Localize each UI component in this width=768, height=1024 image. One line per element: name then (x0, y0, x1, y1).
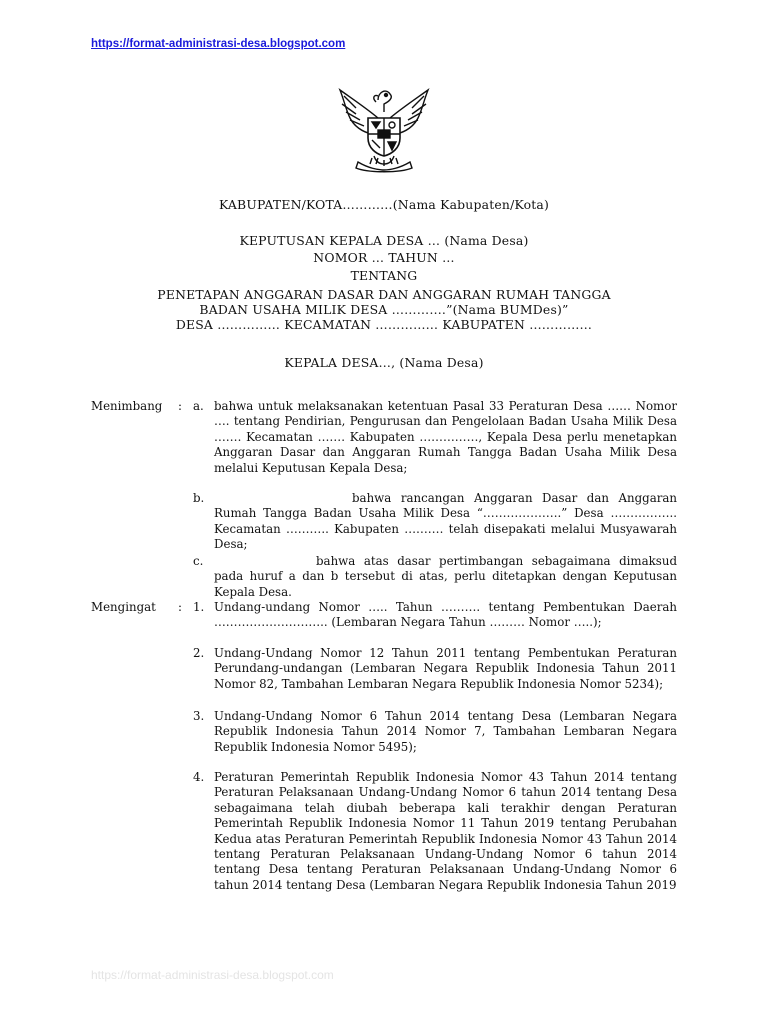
mengingat-marker-4: 4. (193, 770, 205, 784)
penetapan-line-3: DESA …………… KECAMATAN …………… KABUPATEN …………… (175, 317, 593, 332)
kepala-desa-heading: KEPALA DESA…, (Nama Desa) (284, 355, 484, 370)
menimbang-item-b: bahwa rancangan Anggaran Dasar dan Anggaran Rumah Tangga Badan Usaha Milik Desa “………………..” Desa …………….. Kecamatan ……….. Kabupaten ………. telah disepakati melalui Musyawarah Desa; (214, 491, 677, 552)
source-link-bottom: https://format-administrasi-desa.blogspot.com (91, 968, 334, 982)
keputusan-heading: KEPUTUSAN KEPALA DESA … (Nama Desa) (239, 233, 529, 248)
mengingat-colon: : (178, 600, 182, 614)
nomor-heading: NOMOR … TAHUN … (313, 250, 455, 265)
mengingat-item-4: Peraturan Pemerintah Republik Indonesia Nomor 43 Tahun 2014 tentang Peraturan Pelaksanaan Undang-Undang Nomor 6 tahun 2014 tentang Desa sebagaimana telah diubah beberapa kali terakhir dengan Peraturan Pemerintah Republik Indonesia Nomor 11 Tahun 2019 tentang Perubahan Kedua atas Peraturan Pemerintah Republik Indonesia Nomor 43 Tahun 2014 tentang Peraturan Pelaksanaan Undang-Undang Nomor 6 tahun 2014 tentang Desa tentang Peraturan Pelaksanaan Undang-Undang Nomor 6 tahun 2014 tentang Desa (Lembaran Negara Republik Indonesia Tahun 2019 (214, 770, 677, 892)
menimbang-item-a: bahwa untuk melaksanakan ketentuan Pasal 33 Peraturan Desa …… Nomor …. tentang Pendirian, Pengurusan dan Pengelolaan Badan Usaha Milik Desa ……. Kecamatan ……. Kabupaten ……………, Kepala Desa perlu menetapkan Anggaran Dasar dan Anggaran Rumah Tangga Badan Usaha Milik Desa melalui Keputusan Kepala Desa; (214, 399, 677, 475)
tentang-heading: TENTANG (350, 268, 418, 283)
mengingat-marker-2: 2. (193, 646, 205, 660)
mengingat-label: Mengingat (91, 600, 156, 614)
menimbang-marker-b: b. (193, 491, 205, 505)
menimbang-item-b-wrap (214, 491, 677, 553)
mengingat-item-2: Undang-Undang Nomor 12 Tahun 2011 tentang Pembentukan Peraturan Perundang-undangan (Lembaran Negara Republik Indonesia Tahun 2011 Nomor 82, Tambahan Lembaran Negara Republik Indonesia Nomor 5234); (214, 646, 677, 691)
menimbang-item-c: bahwa atas dasar pertimbangan sebagaimana dimaksud pada huruf a dan b tersebut di atas, perlu ditetapkan dengan Keputusan Kepala Desa. (214, 554, 677, 599)
penetapan-line-1: PENETAPAN ANGGARAN DASAR DAN ANGGARAN RUMAH TANGGA (157, 287, 611, 302)
mengingat-item-1: Undang-undang Nomor ….. Tahun ………. tentang Pembentukan Daerah ……………………….. (Lembaran Negara Tahun ……… Nomor …..); (214, 600, 677, 630)
mengingat-item-3: Undang-Undang Nomor 6 Tahun 2014 tentang Desa (Lembaran Negara Republik Indonesia Tahun 2014 Nomor 7, Tambahan Lembaran Negara Republik Indonesia Nomor 5495); (214, 709, 677, 754)
mengingat-marker-3: 3. (193, 709, 205, 723)
kabupaten-heading: KABUPATEN/KOTA…………(Nama Kabupaten/Kota) (218, 197, 550, 212)
mengingat-marker-1: 1. (193, 600, 205, 614)
menimbang-marker-a: a. (193, 399, 204, 413)
menimbang-label: Menimbang (91, 399, 163, 413)
penetapan-line-2: BADAN USAHA MILIK DESA ………….”(Nama BUMDes)” (199, 302, 569, 317)
source-link-top[interactable]: https://format-administrasi-desa.blogspot.com (91, 38, 346, 50)
garuda-pancasila-emblem-icon (328, 78, 440, 174)
menimbang-marker-c: c. (193, 554, 204, 568)
menimbang-item-c-wrap (214, 554, 677, 600)
menimbang-colon: : (178, 399, 182, 413)
